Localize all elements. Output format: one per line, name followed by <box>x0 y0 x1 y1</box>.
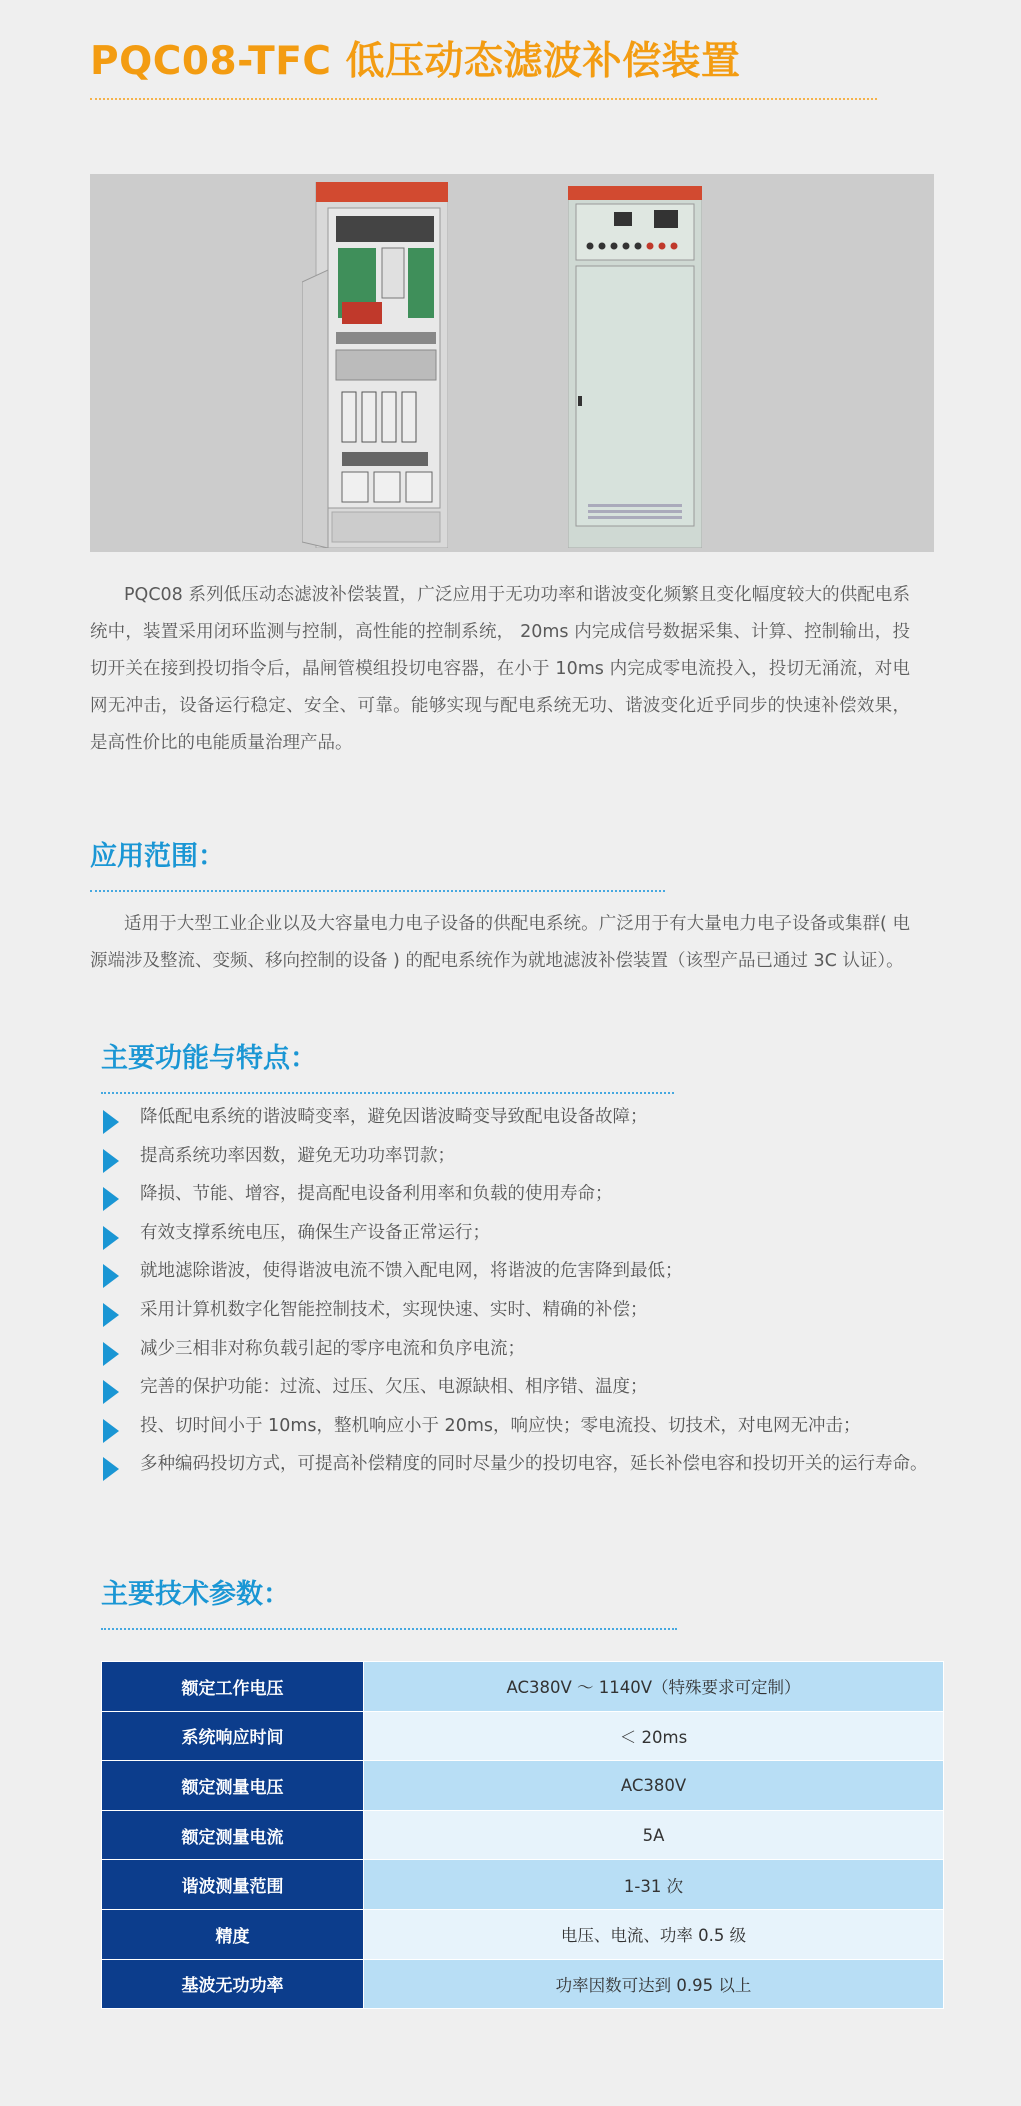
param-value: 电压、电流、功率 0.5 级 <box>364 1909 944 1959</box>
param-value: AC380V ～ 1140V（特殊要求可定制） <box>364 1662 944 1712</box>
param-value: 5A <box>364 1810 944 1860</box>
triangle-bullet-icon <box>103 1110 119 1134</box>
triangle-bullet-icon <box>103 1149 119 1173</box>
triangle-bullet-icon <box>103 1264 119 1288</box>
table-row <box>102 1810 944 1860</box>
page-title: PQC08-TFC 低压动态滤波补偿装置 <box>90 39 741 84</box>
feature-item: 降损、节能、增容，提高配电设备利用率和负载的使用寿命； <box>100 1179 960 1218</box>
feature-item: 减少三相非对称负载引起的零序电流和负序电流； <box>100 1334 960 1373</box>
param-key: 系统响应时间 <box>102 1711 364 1761</box>
param-value: 功率因数可达到 0.95 以上 <box>364 1959 944 2009</box>
feature-item: 有效支撑系统电压，确保生产设备正常运行； <box>100 1218 960 1257</box>
param-key: 额定测量电流 <box>102 1810 364 1860</box>
title-divider <box>90 98 877 100</box>
table-row <box>102 1711 944 1761</box>
feature-item: 多种编码投切方式，可提高补偿精度的同时尽量少的投切电容，延长补偿电容和投切开关的运行寿命。 <box>100 1449 960 1488</box>
open-cabinet-image <box>302 182 448 548</box>
params-divider <box>101 1628 677 1630</box>
param-key: 谐波测量范围 <box>102 1860 364 1910</box>
table-row <box>102 1662 944 1712</box>
features-divider <box>101 1092 674 1094</box>
params-table <box>101 1661 944 2009</box>
triangle-bullet-icon <box>103 1303 119 1327</box>
table-row <box>102 1761 944 1811</box>
feature-item: 采用计算机数字化智能控制技术，实现快速、实时、精确的补偿； <box>100 1295 960 1334</box>
table-row <box>102 1860 944 1910</box>
triangle-bullet-icon <box>103 1226 119 1250</box>
feature-item: 提高系统功率因数，避免无功功率罚款； <box>100 1141 960 1180</box>
table-row <box>102 1909 944 1959</box>
param-key: 精度 <box>102 1909 364 1959</box>
application-text: 适用于大型工业企业以及大容量电力电子设备的供配电系统。广泛用于有大量电力电子设备或集群( 电源端涉及整流、变频、移向控制的设备 ) 的配电系统作为就地滤波补偿装置（该型产品已通过 3C 认证）。 <box>90 914 910 971</box>
triangle-bullet-icon <box>103 1419 119 1443</box>
product-description: PQC08 系列低压动态滤波补偿装置，广泛应用于无功功率和谐波变化频繁且变化幅度较大的供配电系统中，装置采用闭环监测与控制，高性能的控制系统， 20ms 内完成信号数据采集、计算、控制输出，投切开关在接到投切指令后，晶闸管模组投切电容器，在小于 10ms 内完成零电流投入，投切无涌流，对电网无冲击，设备运行稳定、安全、可靠。能够实现与配电系统无功、谐波变化近乎同步的快速补偿效果，是高性价比的电能质量治理产品。 <box>90 585 910 753</box>
feature-item: 完善的保护功能：过流、过压、欠压、电源缺相、相序错、温度； <box>100 1372 960 1411</box>
feature-item: 降低配电系统的谐波畸变率，避免因谐波畸变导致配电设备故障； <box>100 1102 960 1141</box>
triangle-bullet-icon <box>103 1380 119 1404</box>
application-divider <box>90 890 665 892</box>
application-heading: 应用范围： <box>90 841 225 872</box>
closed-cabinet-image <box>568 186 702 548</box>
params-heading: 主要技术参数： <box>101 1579 290 1610</box>
triangle-bullet-icon <box>103 1457 119 1481</box>
param-key: 额定工作电压 <box>102 1662 364 1712</box>
feature-item: 投、切时间小于 10ms，整机响应小于 20ms，响应快；零电流投、切技术，对电网无冲击； <box>100 1411 960 1450</box>
param-value: AC380V <box>364 1761 944 1811</box>
param-key: 额定测量电压 <box>102 1761 364 1811</box>
param-value: ＜ 20ms <box>364 1711 944 1761</box>
triangle-bullet-icon <box>103 1342 119 1366</box>
triangle-bullet-icon <box>103 1187 119 1211</box>
feature-item: 就地滤除谐波，使得谐波电流不馈入配电网，将谐波的危害降到最低； <box>100 1256 960 1295</box>
param-value: 1-31 次 <box>364 1860 944 1910</box>
product-photo <box>90 174 934 552</box>
param-key: 基波无功功率 <box>102 1959 364 2009</box>
table-row <box>102 1959 944 2009</box>
feature-list <box>100 1102 960 1488</box>
features-heading: 主要功能与特点： <box>101 1043 317 1074</box>
